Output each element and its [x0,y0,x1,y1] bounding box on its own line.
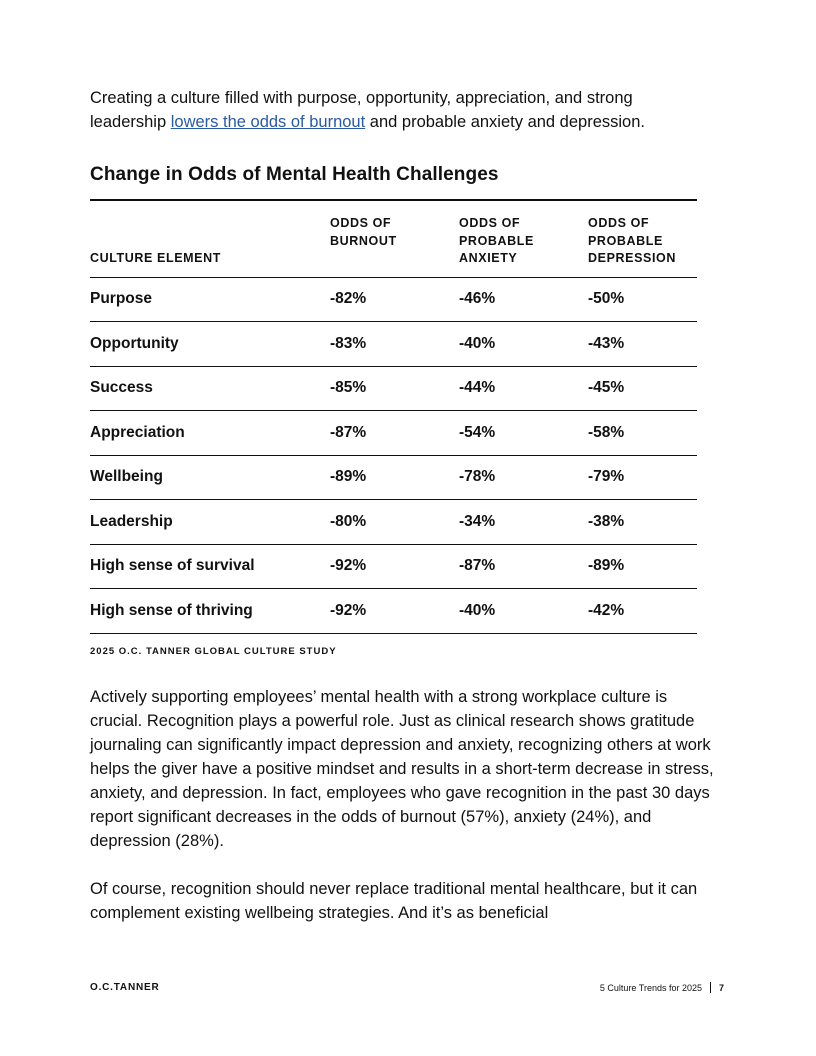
header-anxiety-line3: ANXIETY [459,251,518,265]
row-anxiety: -34% [459,500,588,545]
row-element: Success [90,366,330,411]
table-title: Change in Odds of Mental Health Challenges [90,164,499,185]
table-source-caption: 2025 O.C. TANNER GLOBAL CULTURE STUDY [90,646,337,657]
row-depression: -89% [588,544,697,589]
row-anxiety: -40% [459,589,588,634]
header-anxiety-line2: PROBABLE [459,233,534,248]
row-anxiety: -78% [459,455,588,500]
row-depression: -45% [588,366,697,411]
row-anxiety: -46% [459,277,588,322]
table-row [90,322,697,367]
row-depression: -43% [588,322,697,367]
row-depression: -38% [588,500,697,545]
row-depression: -50% [588,277,697,322]
body-paragraph-healthcare: Of course, recognition should never replace traditional mental healthcare, but it can complement existing wellbeing strategies. And it’s as beneficial [90,880,698,922]
footer-divider [710,982,711,993]
header-culture-element: CULTURE ELEMENT [90,200,330,277]
table-header-row [90,200,697,277]
intro-paragraph [90,86,710,134]
row-burnout: -80% [330,500,459,545]
row-burnout: -89% [330,455,459,500]
row-burnout: -92% [330,544,459,589]
row-burnout: -92% [330,589,459,634]
row-burnout: -85% [330,366,459,411]
intro-text-start: Creating a culture filled with purpose, opportunity, appreciation, and strong leadership [90,89,633,131]
row-element: Purpose [90,277,330,322]
intro-text-end: and probable anxiety and depression. [365,113,645,131]
row-anxiety: -54% [459,411,588,456]
row-element: Appreciation [90,411,330,456]
row-burnout: -82% [330,277,459,322]
header-burnout-line2: BURNOUT [330,233,397,248]
row-burnout: -83% [330,322,459,367]
table-row [90,277,697,322]
body-paragraph-recognition: Actively supporting employees’ mental health with a strong workplace culture is crucial. Recognition plays a powerful role. Just as clinical research shows gratitude journaling can significantly impact depression and anxiety, recognizing others at work helps the giver have a positive mindset and results in a short-term decrease in stress, anxiety, and depression. In fact, employees who gave recognition in the past 30 days report significant decreases in the odds of burnout (57%), anxiety (24%), and depression (28%). [90,688,714,850]
header-depression-line1: ODDS OF [588,216,650,230]
header-odds-anxiety [459,200,588,277]
row-element: High sense of thriving [90,589,330,634]
row-depression: -58% [588,411,697,456]
header-burnout-line1: ODDS OF [330,216,392,230]
row-anxiety: -87% [459,544,588,589]
row-depression: -42% [588,589,697,634]
footer-logo: O.C.TANNER [90,982,160,993]
row-element: High sense of survival [90,544,330,589]
table-row [90,544,697,589]
footer-page-number: 7 [718,982,724,993]
header-odds-burnout [330,200,459,277]
header-anxiety-line1: ODDS OF [459,216,521,230]
header-depression-line3: DEPRESSION [588,251,676,265]
table-row [90,455,697,500]
row-anxiety: -44% [459,366,588,411]
header-depression-line2: PROBABLE [588,233,663,248]
row-anxiety: -40% [459,322,588,367]
table-row [90,500,697,545]
burnout-odds-link[interactable]: lowers the odds of burnout [170,113,366,131]
mental-health-odds-table [90,199,697,634]
table-row [90,411,697,456]
header-odds-depression [588,200,697,277]
row-depression: -79% [588,455,697,500]
footer-page-info [600,982,724,993]
row-element: Opportunity [90,322,330,367]
row-burnout: -87% [330,411,459,456]
table-row [90,589,697,634]
table-row [90,366,697,411]
footer-doc-title: 5 Culture Trends for 2025 [599,982,702,993]
row-element: Leadership [90,500,330,545]
row-element: Wellbeing [90,455,330,500]
